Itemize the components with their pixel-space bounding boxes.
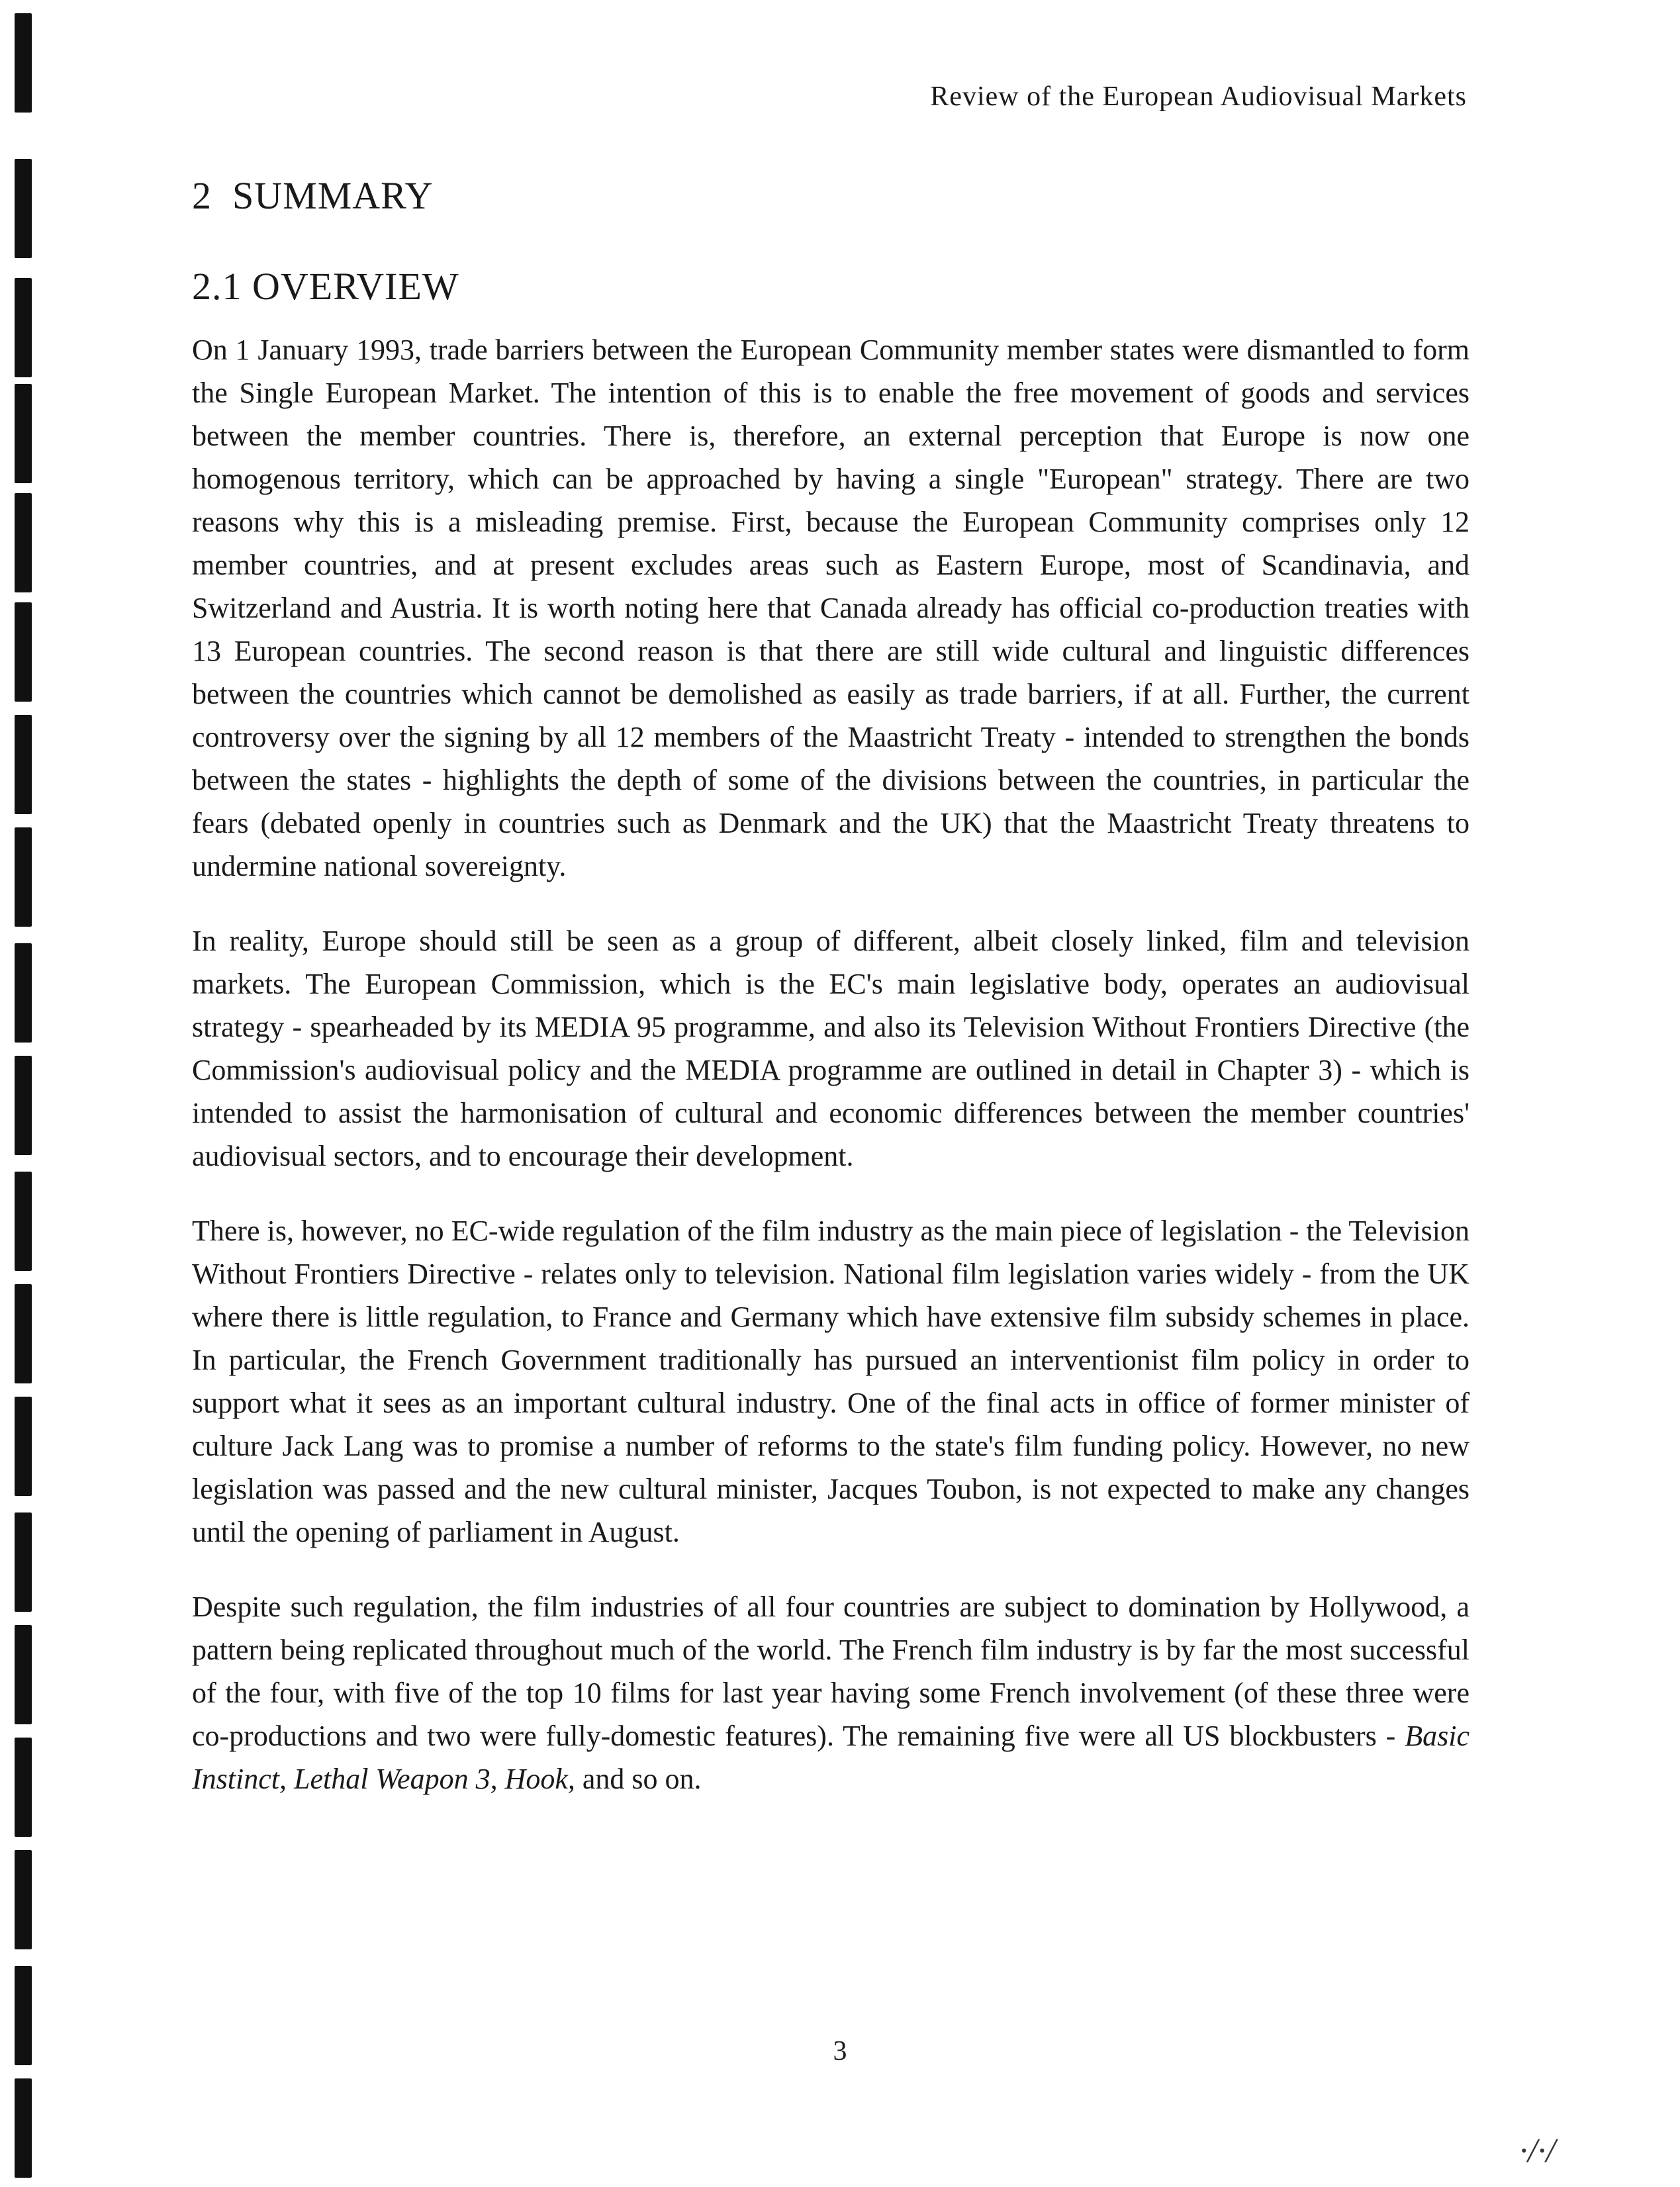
- paragraph-text: Despite such regulation, the film industries of all four countries are subject to domination by Hollywood, a pattern being replicated throughout much of the world. The French film industry is by far the most successful of the four, with five of the top 10 films for last year having some French involvement (of these three were co-productions and two were fully-domestic features). The remaining five were all US blockbusters -: [192, 1591, 1470, 1752]
- paragraph-text: In reality, Europe should still be seen as a group of different, albeit closely linked, film and television markets. The European Commission, which is the EC's main legislative body, operates an audiovisual strategy - spearheaded by its MEDIA 95 programme, and also its Television Without Frontiers Directive (the Commission's audiovisual policy and the MEDIA programme are outlined in detail in Chapter 3) - which is intended to assist the harmonisation of cultural and economic differences between the member countries' audiovisual sectors, and to encourage their development.: [192, 925, 1470, 1172]
- binder-mark: [15, 13, 32, 113]
- paragraph: [192, 1585, 1470, 1800]
- binder-hole-marks: [15, 0, 34, 2187]
- running-header: Review of the European Audiovisual Markets: [930, 81, 1467, 112]
- section-heading: 2 SUMMARY: [192, 174, 434, 217]
- paragraph: [192, 919, 1470, 1178]
- paragraph-text: There is, however, no EC-wide regulation of the film industry as the main piece of legislation - the Television Without Frontiers Directive - relates only to television. National film legislation varies widely - from the UK where there is little regulation, to France and Germany which have extensive film subsidy schemes in place. In particular, the French Government traditionally has pursued an interventionist film policy in order to support what it sees as an important cultural industry. One of the final acts in office of former minister of culture Jack Lang was to promise a number of reforms to the state's film funding policy. However, no new legislation was passed and the new cultural minister, Jacques Toubon, is not expected to make any changes until the opening of parliament in August.: [192, 1215, 1470, 1548]
- binder-mark: [15, 278, 32, 377]
- binder-mark: [15, 1738, 32, 1837]
- binder-mark: [15, 943, 32, 1043]
- italic-text: Basic Instinct, Lethal Weapon 3, Hook,: [192, 1720, 1470, 1795]
- binder-mark: [15, 1625, 32, 1724]
- handwritten-corner-mark: ·/·/: [1519, 2132, 1556, 2170]
- binder-mark: [15, 1512, 32, 1612]
- binder-mark: [15, 384, 32, 483]
- binder-mark: [15, 1056, 32, 1155]
- subsection-heading: 2.1 OVERVIEW: [192, 265, 459, 308]
- paragraph: [192, 328, 1470, 888]
- body-text: [192, 328, 1470, 1800]
- binder-mark: [15, 715, 32, 814]
- binder-mark: [15, 1850, 32, 1949]
- binder-mark: [15, 1397, 32, 1496]
- paragraph-text: On 1 January 1993, trade barriers between the European Community member states were dismantled to form the Single European Market. The intention of this is to enable the free movement of goods and services between the member countries. There is, therefore, an external perception that Europe is now one homogenous territory, which can be approached by having a single "European" strategy. There are two reasons why this is a misleading premise. First, because the European Community comprises only 12 member countries, and at present excludes areas such as Eastern Europe, most of Scandinavia, and Switzerland and Austria. It is worth noting here that Canada already has official co-production treaties with 13 European countries. The second reason is that there are still wide cultural and linguistic differences between the countries which cannot be demolished as easily as trade barriers, if at all. Further, the current controversy over the signing by all 12 members of the Maastricht Treaty - intended to strengthen the bonds between the states - highlights the depth of some of the divisions between the countries, in particular the fears (debated openly in countries such as Denmark and the UK) that the Maastricht Treaty threatens to undermine national sovereignty.: [192, 334, 1470, 882]
- binder-mark: [15, 2078, 32, 2178]
- binder-mark: [15, 827, 32, 927]
- paragraph-text: and so on.: [575, 1763, 702, 1795]
- binder-mark: [15, 1172, 32, 1271]
- page-number: 3: [833, 2036, 847, 2067]
- binder-mark: [15, 159, 32, 258]
- binder-mark: [15, 1284, 32, 1383]
- page-content: [192, 173, 1470, 1832]
- binder-mark: [15, 493, 32, 592]
- binder-mark: [15, 602, 32, 702]
- paragraph: [192, 1209, 1470, 1554]
